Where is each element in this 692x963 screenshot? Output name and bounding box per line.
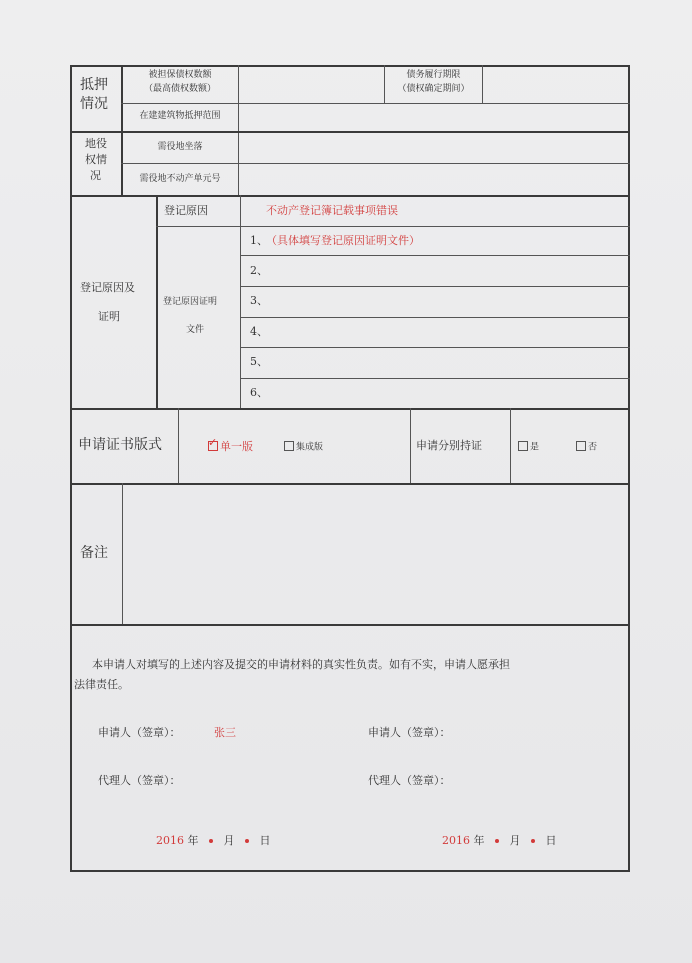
building-scope-label: 在建建筑物抵押范围	[139, 111, 221, 121]
proof-item-text: （具体填写登记原因证明文件）	[266, 234, 420, 247]
day-char: 日	[259, 834, 271, 847]
agent-label-left: 代理人（签章）：	[98, 774, 181, 787]
servient-location-label: 需役地坐落	[157, 142, 203, 152]
proof-item-no: 4、	[250, 325, 268, 338]
date-right	[442, 834, 557, 847]
reg-reason-value: 不动产登记簿记载事项错误	[266, 204, 398, 217]
applicant-name: 张三	[214, 726, 236, 739]
option-collection-label: 集成版	[296, 442, 324, 453]
easement-section-label-3: 况	[90, 169, 101, 182]
mortgage-mid-divider	[384, 65, 385, 103]
remarks-divider	[122, 483, 123, 624]
proof-item-no: 2、	[250, 264, 268, 277]
year-char: 年	[187, 834, 199, 847]
mortgage-right-divider	[482, 65, 483, 103]
cert-right-divider	[510, 408, 511, 483]
option-yes-label: 是	[530, 442, 540, 453]
proof-item-no: 6、	[250, 386, 268, 399]
dot-icon	[245, 839, 249, 843]
mortgage-section-label: 抵押	[80, 77, 108, 93]
mortgage-bottom-line	[70, 131, 630, 133]
easement-row-line	[121, 163, 630, 164]
proof-item-no: 5、	[250, 355, 268, 368]
checkbox-icon[interactable]	[284, 441, 294, 451]
proof-item-no: 3、	[250, 294, 268, 307]
option-no[interactable]	[576, 442, 597, 453]
declaration-text-2: 法律责任。	[74, 678, 129, 691]
reg-bottom-line	[70, 408, 630, 410]
applicant-label-left: 申请人（签章）：	[98, 726, 181, 739]
proof-line-2	[240, 286, 630, 287]
applicant-label-right: 申请人（签章）：	[368, 726, 451, 739]
guaranteed-amount-sublabel: （最高债权数额）	[143, 84, 216, 94]
dot-icon	[495, 839, 499, 843]
year-right: 2016	[442, 834, 470, 847]
easement-section-label-2: 权情	[85, 153, 107, 166]
dot-icon	[209, 839, 213, 843]
month-char: 月	[509, 834, 521, 847]
year-left: 2016	[156, 834, 184, 847]
proof-line-5	[240, 378, 630, 379]
agent-label-right: 代理人（签章）：	[368, 774, 451, 787]
year-char: 年	[473, 834, 485, 847]
declaration-text: 本申请人对填写的上述内容及提交的申请材料的真实性负责。如有不实，申请人愿承担	[92, 658, 510, 671]
proof-label-2: 文件	[186, 325, 205, 335]
servient-cert-label: 需役地不动产单元号	[139, 174, 221, 184]
option-single[interactable]	[208, 440, 253, 453]
option-yes[interactable]	[518, 442, 539, 453]
checkbox-icon[interactable]	[518, 441, 528, 451]
cert-bottom-line	[70, 483, 630, 485]
option-single-label: 单一版	[220, 440, 253, 453]
checkbox-checked-icon[interactable]	[208, 441, 218, 451]
remarks-bottom-line	[70, 624, 630, 626]
day-char: 日	[545, 834, 557, 847]
proof-line-4	[240, 347, 630, 348]
reg-section-label-2: 证明	[98, 310, 120, 323]
proof-line-1	[240, 255, 630, 256]
easement-bottom-line	[70, 195, 630, 197]
debt-period-sublabel: （债权确定期间）	[397, 84, 470, 94]
checkbox-icon[interactable]	[576, 441, 586, 451]
proof-item-no: 1、	[250, 234, 268, 247]
reg-section-label: 登记原因及	[80, 281, 135, 294]
form-frame	[70, 65, 630, 872]
option-no-label: 否	[588, 442, 598, 453]
separate-cert-label: 申请分别持证	[416, 439, 482, 452]
cert-format-label: 申请证书版式	[78, 437, 162, 453]
easement-section-label: 地役	[85, 137, 107, 150]
remarks-label: 备注	[80, 545, 108, 561]
mortgage-section-label-2: 情况	[80, 96, 108, 112]
cert-mid-divider	[410, 408, 411, 483]
proof-label: 登记原因证明	[163, 297, 218, 307]
reg-reason-label: 登记原因	[164, 204, 208, 217]
month-char: 月	[223, 834, 235, 847]
option-collection[interactable]	[284, 442, 323, 453]
reg-reason-line	[156, 226, 630, 227]
date-left	[156, 834, 271, 847]
debt-period-label: 债务履行期限	[406, 70, 461, 80]
cert-label-divider	[178, 408, 179, 483]
guaranteed-amount-label: 被担保债权数额	[148, 70, 212, 80]
proof-line-3	[240, 317, 630, 318]
mortgage-row-line	[121, 103, 630, 104]
mortgage-field-divider	[238, 65, 239, 195]
dot-icon	[531, 839, 535, 843]
